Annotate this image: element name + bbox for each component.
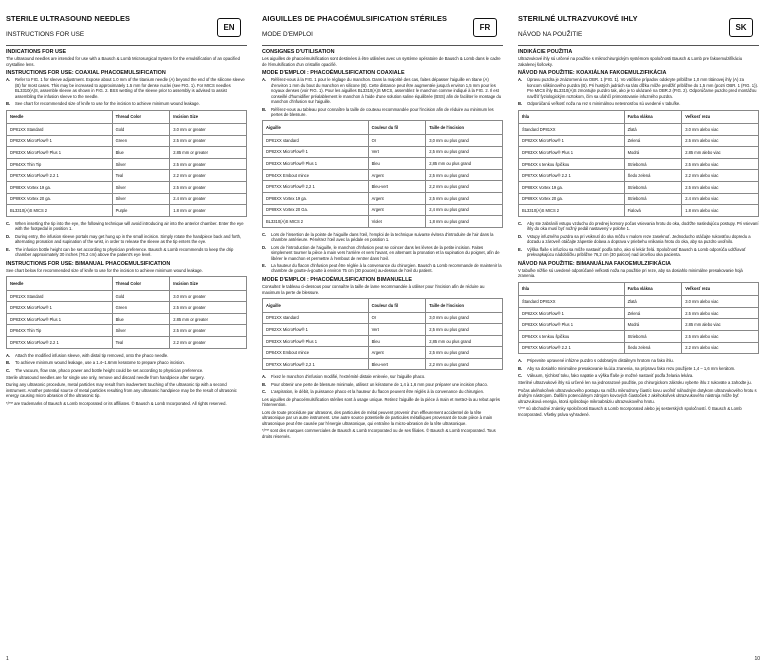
table-cell: Or xyxy=(368,312,426,324)
table-row xyxy=(7,302,247,314)
table-row xyxy=(263,169,503,181)
table-header-row xyxy=(7,277,247,291)
step-item xyxy=(6,101,247,106)
table-row xyxy=(263,192,503,204)
table-cell: DP88XX Vortex 19 ga. xyxy=(519,182,625,194)
step-letter: D. xyxy=(518,233,523,239)
step-item xyxy=(518,221,759,232)
table-cell: 2,2 mm ou plus grand xyxy=(426,358,503,370)
step-letter: E. xyxy=(6,246,10,252)
language-badge: SK xyxy=(729,18,753,37)
step-text: When inserting the tip into the eye, the following technique will avoid introducing air into the anterior chamber. Enter the eye with the footpedal in position 1. xyxy=(15,220,244,232)
table-cell: 2.5 mm or greater xyxy=(170,158,247,170)
table-cell: DP84XX s tenkou špičkou xyxy=(519,158,625,170)
step-text: Vákuum, rýchlosť toku, fako napätie a výška fľaše je možné nastaviť podľa želania lekára. xyxy=(527,373,694,379)
paragraph: See chart below for recommended size of knife to use for the incision to achieve minimum wound leakage. xyxy=(6,267,203,273)
table-row xyxy=(263,134,503,146)
table-row xyxy=(519,170,759,182)
step-letter: A. xyxy=(518,358,523,364)
paragraph: The ultrasound needles are intended for use with a Bausch & Lomb Microsurgical System for the emulsification of an opacified crystalline lens. xyxy=(6,56,240,67)
table-row xyxy=(7,313,247,325)
table-cell: 2.4 mm alebo viac xyxy=(682,193,759,205)
table-cell: Zlatá xyxy=(624,296,682,308)
step-letter: E. xyxy=(262,263,266,268)
table-cell: DP81XX standard xyxy=(263,134,369,146)
page-number-right: 10 xyxy=(754,656,760,662)
table-cell: Strieborná xyxy=(624,193,682,205)
step-text: Odporúčanú veľkosť noža na rez s minimálnou netesnosťou sú uvedené v tabuľke. xyxy=(527,101,681,107)
table-row xyxy=(7,205,247,217)
table-cell: Green xyxy=(112,135,170,147)
page-number-left: 1 xyxy=(6,656,9,662)
table-row xyxy=(263,158,503,170)
table-header: Aiguille xyxy=(263,299,369,313)
table-cell: 2.5 mm alebo viac xyxy=(682,182,759,194)
table-cell: 2.5 mm or greater xyxy=(170,182,247,194)
step-letter: A. xyxy=(262,77,267,83)
table-row xyxy=(7,158,247,170)
table-header: Couleur du fil xyxy=(368,121,426,135)
table-cell: 2.5 mm alebo viac xyxy=(682,307,759,319)
table-cell: DP81XX Standard xyxy=(7,290,113,302)
step-letter: C. xyxy=(6,367,11,373)
table-header: Ihla xyxy=(519,110,625,124)
language-badge: FR xyxy=(473,18,497,37)
table-cell: Silver xyxy=(112,325,170,337)
table-row xyxy=(7,193,247,205)
step-text: The infusion bottle height can be set according to physician preference. Bausch & Lomb recommends to keep the drip chamber approximately 30 inches (76.2 cm) above the patient's eye level. xyxy=(15,246,234,258)
step-text: Lors de l'introduction de l'aiguille, le manchon d'infusion peut se coincer dans les lèvres de la petite incision. Faites simplement tourner la pièce à main vers l'arrière et vers l'avant, en alternant la pronation et la supination du poignet, afin de libérer le manchon et permettre à l'embout de rentrer dans l'œil. xyxy=(271,244,500,261)
doc-subtitle: INSTRUCTIONS FOR USE xyxy=(6,31,85,38)
table-cell: Strieborná xyxy=(624,330,682,342)
table-row xyxy=(263,204,503,216)
table-cell: 1,8 mm ou plus grand xyxy=(426,216,503,228)
table-cell: Bleu xyxy=(368,158,426,170)
table-cell: DP84XX Thin Tip xyxy=(7,325,113,337)
table-cell: DP84XX Embout mince xyxy=(263,169,369,181)
needle-table xyxy=(518,282,759,354)
step-item xyxy=(6,77,247,99)
step-item xyxy=(518,366,759,371)
table-row xyxy=(263,335,503,347)
column-fr xyxy=(262,14,503,441)
paragraph: Počas akéhokoľvek ultrazvukového postupu sa môžu mikrodrony čiastíc kovu uvoľniť náhodným dotykom ultrazvukového hrotu s druhým nástrojom. Ďalším potenciálnym zdrojom kovových čiastočiek z akéhokoľvek ultrazvukového nástroja môže byť ultrazvuková energia, ktorá spôsobuje mikroabráziu ultrazvukového hrotu. xyxy=(518,387,757,404)
step-text: Fixez le manchon d'infusion modifié, l'extrémité distale enlevée, sur l'aiguille phaco. xyxy=(271,374,426,380)
table-cell: Šedo zelená xyxy=(624,170,682,182)
table-cell: 2.2 mm alebo viac xyxy=(682,342,759,354)
step-letter: A. xyxy=(6,77,11,83)
table-cell: DP88XX Vortex 19 ga. xyxy=(263,192,369,204)
table-header: Taille de l'incision xyxy=(426,121,503,135)
table-cell: DP83XX MicroFlow® Plus 1 xyxy=(7,147,113,159)
table-cell: 2.85 mm alebo viac xyxy=(682,147,759,159)
table-cell: 3.0 mm alebo viac xyxy=(682,296,759,308)
divider xyxy=(6,45,247,46)
step-text: L'aspiration, le débit, la puissance phaco et la hauteur du flacon peuvent être réglés à la convenance du chirurgien. xyxy=(271,389,485,395)
needle-table xyxy=(262,120,503,227)
step-text: Lors de l'insertion de la pointe de l'aiguille dans l'œil, l'emploi de la technique suivante évitera d'introduire de l'air dans la chambre antérieure. Pénétrez l'œil avec la pédale en position 1. xyxy=(271,231,494,243)
table-cell: 2.85 mm or greater xyxy=(170,313,247,325)
step-text: Attach the modified infusion sleeve, with distal tip removed, onto the phaco needle. xyxy=(15,352,169,358)
table-cell: 2.5 mm or greater xyxy=(170,302,247,314)
table-row xyxy=(263,312,503,324)
language-badge: EN xyxy=(217,18,241,37)
table-row xyxy=(519,342,759,354)
table-row xyxy=(7,147,247,159)
step-item xyxy=(6,368,247,373)
table-cell: Zelená xyxy=(624,135,682,147)
table-cell: DP87XX MicroFlow® 2.2 1 xyxy=(519,342,625,354)
table-cell: DP82XX MicroFlow® 1 xyxy=(7,135,113,147)
table-cell: Bleu-vert xyxy=(368,181,426,193)
table-cell: Silver xyxy=(112,193,170,205)
step-letter: C. xyxy=(262,389,267,395)
table-cell: DP82XX MicroFlow® 1 xyxy=(263,324,369,336)
table-cell: Blue xyxy=(112,313,170,325)
table-cell: DP84XX Thin Tip xyxy=(7,158,113,170)
step-item xyxy=(262,263,503,274)
table-cell: Blue xyxy=(112,147,170,159)
table-row xyxy=(263,216,503,228)
section-heading: NÁVOD NA POUŽITIE: BIMANUÁLNA FAKOEMULZIFIKÁCIA xyxy=(518,260,671,267)
table-cell: 2.5 mm alebo viac xyxy=(682,135,759,147)
table-cell: Silver xyxy=(112,182,170,194)
table-header: Farba vlákna xyxy=(624,282,682,296)
table-cell: 1.8 mm or greater xyxy=(170,205,247,217)
step-letter: B. xyxy=(6,360,11,366)
step-letter: E. xyxy=(518,246,522,252)
table-row xyxy=(519,135,759,147)
table-cell: DP83XX MicroFlow® Plus 1 xyxy=(263,335,369,347)
table-row xyxy=(519,147,759,159)
table-cell: 2.2 mm or greater xyxy=(170,170,247,182)
step-text: Úpravu puzdra je znázornená na OBR. 1 (FIG. 1). Vo väčšine prípadov odokryte približne 1,0 mm titánovej ihly (A) za koncom silikónového puzdra (B). Pri hustých jadrách sa táto dĺžka môže predlžiť približne do 1,5 mm (pozri OBR. 1 (FIG. 1)). Pre MICS ihly BL3310(A)S zmontujte puzdro tak, ako je to ukázané na OBR.2 (FIG. 2). Odporúčame puzdro pred montážou navlžiť fyziologickým roztokom, čím sa uľahčí primontovanie infuzného puzdra. xyxy=(527,77,759,99)
table-cell: Strieborná xyxy=(624,158,682,170)
step-letter: D. xyxy=(6,233,11,239)
doc-title: STERILE ULTRASOUND NEEDLES xyxy=(6,14,131,23)
step-text: Aby sa dosiahlo minimálne presakovanie kĿúċa zranenia, na prípravu fako rezu použijete 1,4 – 1,6 mm kerátom. xyxy=(527,365,736,371)
step-item xyxy=(262,382,503,387)
table-row xyxy=(263,358,503,370)
step-item xyxy=(262,245,503,261)
table-cell: DP82XX MicroFlow® 1 xyxy=(7,302,113,314)
doc-title: AIGUILLES DE PHACOÉMULSIFICATION STÉRILES xyxy=(262,14,448,23)
section-heading: INDIKÁCIE POUŽITIA xyxy=(518,49,573,55)
table-cell: 1.8 mm alebo viac xyxy=(682,205,759,217)
column-en xyxy=(6,14,247,408)
paragraph: Consultez le tableau ci-dessous pour connaître la taille de lame recommandée à utiliser pour l'incision afin de réduire au maximum la perte de blessure. xyxy=(262,284,485,295)
table-cell: Or xyxy=(368,134,426,146)
table-cell: Violet xyxy=(368,216,426,228)
table-row xyxy=(519,319,759,331)
table-cell: DP81XX Standard xyxy=(7,124,113,136)
table-cell: 2,5 mm ou plus grand xyxy=(426,169,503,181)
section-heading: MODE D'EMPLOI : PHACOÉMULSIFICATION BIMANUELLE xyxy=(262,276,413,283)
table-cell: 2,4 mm ou plus grand xyxy=(426,204,503,216)
table-row xyxy=(519,124,759,136)
table-cell: 2.2 mm alebo viac xyxy=(682,170,759,182)
step-item xyxy=(6,221,247,232)
table-cell: Silver xyxy=(112,158,170,170)
table-cell: DP84XX Embout mince xyxy=(263,347,369,359)
table-cell: DP83XX MicroFlow® Plus 1 xyxy=(263,158,369,170)
table-cell: Štandard DP81XX xyxy=(519,124,625,136)
table-cell: Gold xyxy=(112,290,170,302)
table-cell: Štandard DP81XX xyxy=(519,296,625,308)
table-row xyxy=(519,205,759,217)
step-item xyxy=(518,77,759,99)
table-cell: 2,5 mm ou plus grand xyxy=(426,192,503,204)
table-header: Ihla xyxy=(519,282,625,296)
table-row xyxy=(7,325,247,337)
step-letter: A. xyxy=(518,77,523,83)
table-cell: DP87XX MicroFlow® 2,2 1 xyxy=(263,358,369,370)
table-cell: Šedo zelená xyxy=(624,342,682,354)
table-row xyxy=(7,290,247,302)
table-cell: DP87XX MicroFlow® 2.2 1 xyxy=(7,170,113,182)
step-item xyxy=(6,360,247,365)
step-text: Aby ste zabránili vstupu vzduchu do prednej komory počas vsievania hrotu do oka, dodržte nasledujúcu postupy. Pri vsievaní ihly do oka musí byť nožný pedál nastavený v polohe 1. xyxy=(527,220,759,232)
step-text: Výška fľaše s infuzíou sa môže nastaviť podľa toho, ako si lekár želá. Spoločnosť Bausch & Lomb odporúča udržiavať prekvapkajúcu nádobôčku približne 76,2 cm (30 palcov) nad úrovňou oka pacienta. xyxy=(527,246,746,258)
table-cell: Argent xyxy=(368,347,426,359)
step-letter: B. xyxy=(6,101,11,107)
table-cell: DP82XX MicroFlow® 1 xyxy=(519,135,625,147)
needle-table xyxy=(6,276,247,348)
paragraph: Sterilné ultrazvukové ihly sú určené len na jednorazové použitie, po chirurgickom zákroku vyberte ihlu z rukoväte a zahodte ju. xyxy=(518,380,752,386)
table-cell: 2.4 mm or greater xyxy=(170,193,247,205)
table-row xyxy=(519,296,759,308)
paragraph: Ultrazvukové ihly sú určené na použitie s mikrochirurgickým systémom spoločnosti Bausch & Lomb pre fakoemulzifikáciu zakalenej šošovky. xyxy=(518,56,743,67)
step-text: See chart for recommended size of knife to use for the incision to achieve minimum wound leakage. xyxy=(15,101,200,107)
divider xyxy=(518,45,759,46)
step-text: Vstupy infuzného puzdra sa pri vsiknutí do oka môžu v malom reze zaseknuť. Jednoducho otáčajte rukoväťou dopredu a dozadu a zároveň otáčajte zápestie dolava a doprava v priebehu vnikania hrotu do oka, aby sa puzdro uvoľnilo. xyxy=(527,233,751,245)
doc-title: STERILNÉ ULTRAZVUKOVÉ IHLY xyxy=(518,14,638,23)
table-cell: BL3310(A)S MICS 2 xyxy=(7,205,113,217)
table-cell: 2,85 mm ou plus grand xyxy=(426,158,503,170)
table-row xyxy=(7,135,247,147)
table-cell: DP83XX MicroFlow® Plus 1 xyxy=(7,313,113,325)
table-row xyxy=(263,181,503,193)
table-cell: DP84XX s tenkou špičkou xyxy=(519,330,625,342)
table-header: Needle xyxy=(7,110,113,124)
table-cell: 3,0 mm ou plus grand xyxy=(426,134,503,146)
table-cell: 2.5 mm or greater xyxy=(170,325,247,337)
table-row xyxy=(7,337,247,349)
table-cell: 2,2 mm ou plus grand xyxy=(426,181,503,193)
step-text: The vacuum, flow rate, phaco power and bottle height could be set according to physician preference. xyxy=(15,367,204,373)
step-text: To achieve minimum wound leakage, use a 1.4–1.6mm keratome to prepare phaco incision. xyxy=(15,360,185,366)
step-item xyxy=(518,101,759,106)
trademark-note: */™ sú obchodné známky spoločnosti Bausch & Lomb Incorporated alebo jej sesterských spoločností. © Bausch & Lomb Incorporated. Všetky práva vyhradené. xyxy=(518,406,742,417)
table-cell: BL3310(A)S MICS 2 xyxy=(519,205,625,217)
table-cell: 2,85 mm ou plus grand xyxy=(426,335,503,347)
table-cell: DP89XX Vortex 20 ga. xyxy=(7,193,113,205)
step-item xyxy=(518,373,759,378)
table-row xyxy=(7,170,247,182)
table-header: Aiguille xyxy=(263,121,369,135)
step-letter: B. xyxy=(518,101,523,107)
step-text: La hauteur du flacon d'infusion peut être réglée à la convenance du chirurgien. Bausch & Lomb recommande de maintenir la chambre de goutte-à-goutte à environ 75 cm (30 pouces) au-dessus de l'œil du patient. xyxy=(271,263,502,274)
table-cell: DP87XX MicroFlow® 2.2 1 xyxy=(7,337,113,349)
needle-table xyxy=(262,298,503,370)
section-heading: INSTRUCTIONS FOR USE: BIMANUAL PHACOEMULSIFICATION xyxy=(6,260,171,267)
table-cell: 3.0 mm alebo viac xyxy=(682,124,759,136)
step-text: Référez-vous à la FIG. 1 pour le réglage du manchon. Dans la majorité des cas, faites dépasser l'aiguille en titane (A) d'environ 1 mm du bout du manchon en silicone (B). Cette distance peut être augmentée jusqu'à environ 1,5 mm pour les noyaux denses (voir FIG. 1). Pour les aiguilles BL3310(A)S MICS, assemblez le manchon comme indiqué à la FIG. 2. Il est conseillé d'humidifier préalablement le manchon à l'aide d'une solution saline équilibrée (BSS) afin de faciliter le montage du manchon d'infusion sur l'aiguille. xyxy=(271,77,502,105)
table-cell: Argent xyxy=(368,169,426,181)
paragraph: Les aiguilles de phacoémulsification sont destinées à être utilisées avec un système opératoire de Bausch & Lomb dans le cadre de l'émulsification d'un cristallin opacifié. xyxy=(262,56,501,67)
step-item xyxy=(6,353,247,358)
table-cell: DP87XX MicroFlow® 2.2 1 xyxy=(519,170,625,182)
table-row xyxy=(7,124,247,136)
table-cell: DP82XX MicroFlow® 1 xyxy=(519,307,625,319)
step-letter: C. xyxy=(518,220,523,226)
table-header-row xyxy=(7,110,247,124)
table-cell: DP88XX Vortex 19 ga. xyxy=(7,182,113,194)
step-item xyxy=(262,107,503,118)
doc-subtitle: MODE D'EMPLOI xyxy=(262,31,313,38)
table-cell: Vert xyxy=(368,146,426,158)
table-row xyxy=(519,330,759,342)
table-header: Incision Size xyxy=(170,277,247,291)
table-cell: 2.5 mm alebo viac xyxy=(682,158,759,170)
section-heading: INDICATIONS FOR USE xyxy=(6,49,67,55)
divider xyxy=(262,45,503,46)
table-header: Veľkosť rezu xyxy=(682,282,759,296)
step-item xyxy=(518,247,759,258)
step-item xyxy=(262,77,503,104)
table-cell: DP83XX MicroFlow® Plus 1 xyxy=(519,147,625,159)
table-row xyxy=(519,158,759,170)
paragraph: V tabuľke nižšie sú uvedené odporúčané veľkosti noža na použitie pri reze, aby sa dosiahlo minimálne presakovanie hojá zranenia. xyxy=(518,267,743,279)
table-cell: DP82XX MicroFlow® 1 xyxy=(263,146,369,158)
table-header-row xyxy=(519,282,759,296)
table-row xyxy=(263,146,503,158)
table-cell: 2,5 mm ou plus grand xyxy=(426,146,503,158)
table-header: Farba vlákna xyxy=(624,110,682,124)
step-text: Référez-vous au tableau pour connaître la taille de couteau recommandée pour l'incision afin de réduire au minimum les pertes de blessure. xyxy=(271,106,494,118)
table-header: Thread Color xyxy=(112,110,170,124)
table-header-row xyxy=(263,299,503,313)
table-cell: Teal xyxy=(112,170,170,182)
table-cell: Gold xyxy=(112,124,170,136)
step-item xyxy=(6,247,247,258)
step-item xyxy=(6,234,247,245)
needle-table xyxy=(518,110,759,217)
table-cell: Strieborná xyxy=(624,182,682,194)
table-cell: Teal xyxy=(112,337,170,349)
section-heading: CONSIGNES D'UTILISATION xyxy=(262,49,335,55)
step-letter: C. xyxy=(6,220,11,226)
step-item xyxy=(518,234,759,245)
step-item xyxy=(262,374,503,379)
paragraph: Lors de toute procédure par ultrasons, des particules de métal peuvent provenir d'un effleurement accidentel de la tête ultrasonique par un autre instrument. Une autre source potentielle de particules métalliques provenant de toute pièce à main ultrasonique peut être causée par l'énergie ultrasonique, qui entraîne la micro-abrasion de la tête ultrasonique. xyxy=(262,409,493,426)
table-cell: DP89XX Vortex 20 Ga. xyxy=(263,204,369,216)
table-cell: 3.0 mm or greater xyxy=(170,124,247,136)
table-header: Needle xyxy=(7,277,113,291)
table-cell: 3.0 mm or greater xyxy=(170,290,247,302)
step-letter: B. xyxy=(518,365,523,371)
table-cell: DP83XX MicroFlow® Plus 1 xyxy=(519,319,625,331)
needle-table xyxy=(6,110,247,217)
table-header: Incision Size xyxy=(170,110,247,124)
table-cell: DP81XX standard xyxy=(263,312,369,324)
step-text: Refer to FIG. 1 for sleeve adjustment. Expose about 1.0 mm of the titanium needle (A) beyond the end of the silicone sleeve (B) for most cases. This may be increased to approximately 1.5 mm for dense nuclei (see FIG. 1). For MICS needles BL3310(A)S, assemble sleeve as shown in FIG. 2. BSS wetting of the sleeve prior to assembly is advised to assist assembling the infusion sleeve to the needle. xyxy=(15,77,245,99)
column-sk xyxy=(518,14,759,419)
table-header-row xyxy=(519,110,759,124)
table-cell: Vert xyxy=(368,324,426,336)
step-letter: C. xyxy=(518,373,523,379)
table-cell: Bleu-vert xyxy=(368,358,426,370)
table-row xyxy=(263,347,503,359)
table-row xyxy=(519,193,759,205)
trademark-note: */™ are trademarks of Bausch & Lomb Incorporated or its affiliates. © Bausch & Lomb Incorporated. All rights reserved. xyxy=(6,400,227,406)
step-item xyxy=(518,358,759,363)
step-item xyxy=(262,389,503,394)
table-cell: Argent xyxy=(368,192,426,204)
paragraph: Sterile ultrasound needles are for single use only, remove and discard needle from handpiece after surgery. xyxy=(6,375,205,381)
table-row xyxy=(263,324,503,336)
table-cell: 2.5 mm or greater xyxy=(170,135,247,147)
doc-subtitle: NÁVOD NA POUŽITIE xyxy=(518,31,583,38)
table-cell: 2.2 mm or greater xyxy=(170,337,247,349)
table-cell: Modrá xyxy=(624,319,682,331)
table-cell: Purple xyxy=(112,205,170,217)
step-letter: A. xyxy=(262,374,267,380)
trademark-note: */™ sont des marques commerciales de Bausch & Lomb Incorporated ou de ses filiales. © Bausch & Lomb Incorporated. Tous droits réservés. xyxy=(262,428,496,439)
table-header-row xyxy=(263,121,503,135)
table-cell: Zelená xyxy=(624,307,682,319)
step-text: Pripevnite upravené infúzne puzdro s odobratým distálnym hrotom na fako ihlu. xyxy=(527,358,674,364)
table-cell: Zlatá xyxy=(624,124,682,136)
step-text: Pour obtenir une perte de blessure minimale, utilisez un kératome de 1,4 à 1,6 mm pour préparer une incision phaco. xyxy=(271,381,488,387)
step-letter: D. xyxy=(262,244,267,250)
table-cell: 3,0 mm ou plus grand xyxy=(426,312,503,324)
table-header: Veľkosť rezu xyxy=(682,110,759,124)
table-header: Couleur du fil xyxy=(368,299,426,313)
table-cell: 2,5 mm ou plus grand xyxy=(426,324,503,336)
table-cell: 2.85 mm or greater xyxy=(170,147,247,159)
step-letter: C. xyxy=(262,231,267,237)
table-cell: Modrá xyxy=(624,147,682,159)
step-text: During entry, the infusion sleeve portals may get hung up in the small incision. Simply rotate the handpiece back and forth, alternating pronation and supination of the wrist, in order to release the sleeve as the tip enters the eye. xyxy=(15,233,242,245)
table-cell: DP89XX Vortex 20 ga. xyxy=(519,193,625,205)
step-item xyxy=(262,232,503,243)
section-heading: NÁVOD NA POUŽITIE: KOAXIÁLNA FAKOEMULZIFIKÁCIA xyxy=(518,70,667,77)
table-cell: Argent xyxy=(368,204,426,216)
table-cell: Green xyxy=(112,302,170,314)
step-letter: B. xyxy=(262,381,267,387)
table-header: Taille de l'incision xyxy=(426,299,503,313)
table-row xyxy=(7,182,247,194)
table-cell: BL3310(A)S MICS 2 xyxy=(263,216,369,228)
section-heading: INSTRUCTIONS FOR USE: COAXIAL PHACOEMULSIFICATION xyxy=(6,70,166,77)
table-cell: Bleu xyxy=(368,335,426,347)
paragraph: Les aiguilles de phacoémulsification stériles sont à usage unique. Retirez l'aiguille de la pièce à main et mettez-la au rebut après l'intervention. xyxy=(262,396,500,408)
table-row xyxy=(519,307,759,319)
paragraph: During any ultrasonic procedure, metal particles may result from inadvertent touching of the ultrasonic tip with a second instrument. Another potential source of metal particles resulting from any ultrasonic handpiece may be the result of ultrasonic energy causing micro abrasion of the ultrasonic tip. xyxy=(6,382,237,399)
table-cell: 2.85 mm alebo viac xyxy=(682,319,759,331)
step-letter: B. xyxy=(262,106,267,112)
table-cell: 2,5 mm ou plus grand xyxy=(426,347,503,359)
table-cell: DP87XX MicroFlow® 2,2 1 xyxy=(263,181,369,193)
table-cell: 2.5 mm alebo viac xyxy=(682,330,759,342)
table-row xyxy=(519,182,759,194)
table-header: Thread Color xyxy=(112,277,170,291)
step-letter: A. xyxy=(6,352,11,358)
table-cell: Fialová xyxy=(624,205,682,217)
section-heading: MODE D'EMPLOI : PHACOÉMULSIFICATION COAXIALE xyxy=(262,70,405,77)
